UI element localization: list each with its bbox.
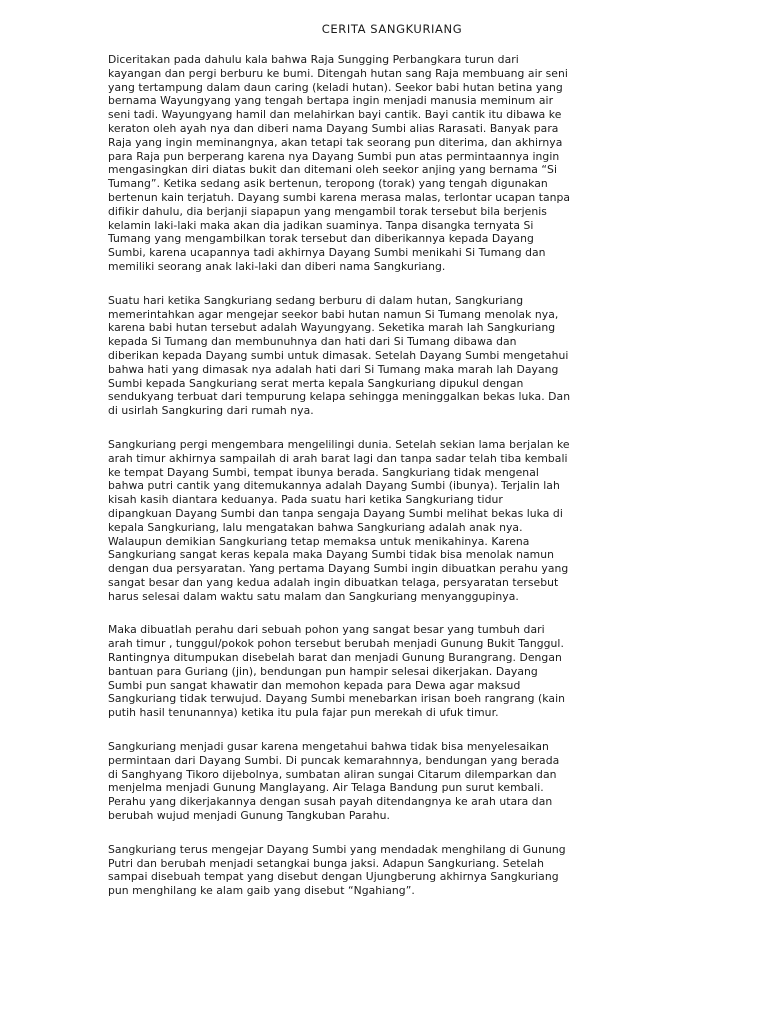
paragraph-5: Sangkuriang menjadi gusar karena mengetahui bahwa tidak bisa menyelesaikan permintaan dari Dayang Sumbi. Di puncak kemarahnnya, bendungan yang berada di Sanghyang Tikoro dijebolnya, sumbatan aliran sungai Citarum dilemparkan dan menjelma menjadi Gunung Manglayang. Air Telaga Bandung pun surut kembali. Perahu yang dikerjakannya dengan susah payah ditendangnya ke arah utara dan berubah wujud menjadi Gunung Tangkuban Parahu. xyxy=(108,740,560,823)
paragraph-2: Suatu hari ketika Sangkuriang sedang berburu di dalam hutan, Sangkuriang memerintahkan agar mengejar seekor babi hutan namun Si Tumang menolak nya, karena babi hutan tersebut adalah Wayungyang. Seketika marah lah Sangkuriang kepada Si Tumang dan membunuhnya dan hati dari Si Tumang dibawa dan diberikan kepada Dayang sumbi untuk dimasak. Setelah Dayang Sumbi mengetahui bahwa hati yang dimasak nya adalah hati dari Si Tumang maka marah lah Dayang Sumbi kepada Sangkuriang serat merta kepala Sangkuriang dipukul dengan sendukyang terbuat dari tempurung kelapa sehingga meninggalkan bekas luka. Dan di usirlah Sangkuring dari rumah nya. xyxy=(108,293,571,418)
document-body xyxy=(108,53,698,918)
paragraph-3: Sangkuriang pergi mengembara mengelilingi dunia. Setelah sekian lama berjalan ke arah timur akhirnya sampailah di arah barat lagi dan tanpa sadar telah tiba kembali ke tempat Dayang Sumbi, tempat ibunya berada. Sangkuriang tidak mengenal bahwa putri cantik yang ditemukannya adalah Dayang Sumbi (ibunya). Terjalin lah kisah kasih diantara keduanya. Pada suatu hari ketika Sangkuriang tidur dipangkuan Dayang Sumbi dan tanpa sengaja Dayang Sumbi melihat bekas luka di kepala Sangkuriang, lalu mengatakan bahwa Sangkuriang adalah anak nya. Walaupun demikian Sangkuriang tetap memaksa untuk menikahinya. Karena Sangkuriang sangat keras kepala maka Dayang Sumbi tidak bisa menolak namun dengan dua persyaratan. Yang pertama Dayang Sumbi ingin dibuatkan perahu yang sangat besar dan yang kedua adalah ingin dibuatkan telaga, persyaratan tersebut harus selesai dalam waktu satu malam dan Sangkuriang menyanggupinya. xyxy=(108,437,570,603)
document-title: CERITA SANGKURIANG xyxy=(321,22,463,36)
paragraph-6: Sangkuriang terus mengejar Dayang Sumbi yang mendadak menghilang di Gunung Putri dan berubah menjadi setangkai bunga jaksi. Adapun Sangkuriang. Setelah sampai disebuah tempat yang disebut dengan Ujungberung akhirnya Sangkuriang pun menghilang ke alam gaib yang disebut “Ngahiang”. xyxy=(108,842,566,898)
paragraph-4: Maka dibuatlah perahu dari sebuah pohon yang sangat besar yang tumbuh dari arah timur , tunggul/pokok pohon tersebut berubah menjadi Gunung Bukit Tanggul. Rantingnya ditumpukan disebelah barat dan menjadi Gunung Burangrang. Dengan bantuan para Guriang (jin), bendungan pun hampir selesai dikerjakan. Dayang Sumbi pun sangat khawatir dan memohon kepada para Dewa agar maksud Sangkuriang tidak terwujud. Dayang Sumbi menebarkan irisan boeh rangrang (kain putih hasil tenunannya) ketika itu pula fajar pun merekah di ufuk timur. xyxy=(108,623,566,720)
paragraph-1: Diceritakan pada dahulu kala bahwa Raja Sungging Perbangkara turun dari kayangan dan pergi berburu ke bumi. Ditengah hutan sang Raja membuang air seni yang tertampung dalam daun caring (keladi hutan). Seekor babi hutan betina yang bernama Wayungyang yang tengah bertapa ingin menjadi manusia meminum air seni tadi. Wayungyang hamil dan melahirkan bayi cantik. Bayi cantik itu dibawa ke keraton oleh ayah nya dan diberi nama Dayang Sumbi alias Rarasati. Banyak para Raja yang ingin meminangnya, akan tetapi tak seorang pun diterima, dan akhirnya para Raja pun berperang karena nya Dayang Sumbi pun atas permintaannya ingin mengasingkan diri diatas bukit dan ditemani oleh seekor anjing yang bernama “Si Tumang”. Ketika sedang asik bertenun, teropong (torak) yang tengah digunakan bertenun kain terjatuh. Dayang sumbi karena merasa malas, terlontar ucapan tanpa difikir dahulu, dia berjanji siapapun yang mengambil torak tersebut bila berjenis kelamin laki-laki maka akan dia jadikan suaminya. Tanpa disangka ternyata Si Tumang yang mengambilkan torak tersebut dan diberikannya kepada Dayang Sumbi, karena ucapannya tadi akhirnya Dayang Sumbi menikahi Si Tumang dan memiliki seorang anak laki-laki dan diberi nama Sangkuriang. xyxy=(108,53,571,273)
